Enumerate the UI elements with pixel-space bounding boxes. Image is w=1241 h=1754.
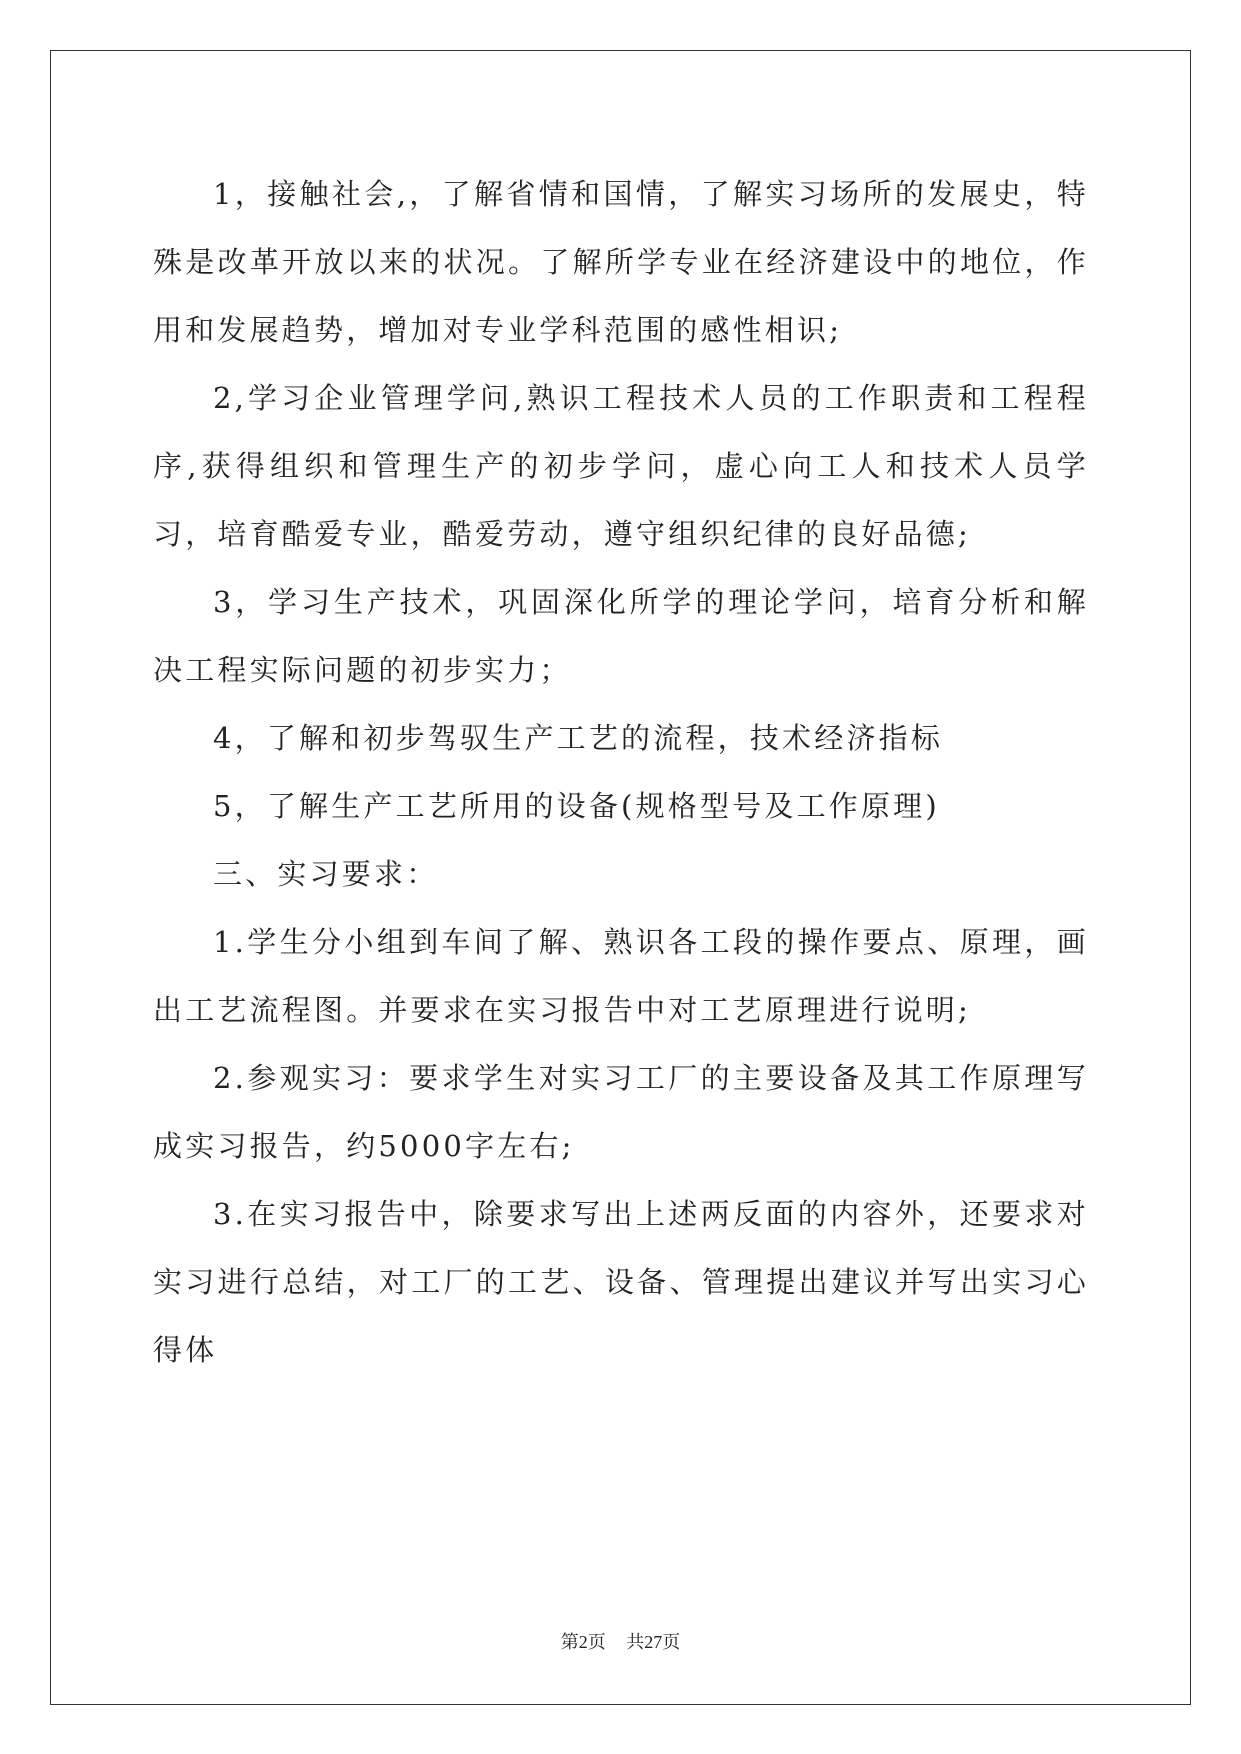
paragraph-6: 1.学生分小组到车间了解、熟识各工段的操作要点、原理，画出工艺流程图。并要求在实习报告中对工艺原理进行说明;: [153, 925, 1089, 1027]
paragraph-2: 2,学习企业管理学问,熟识工程技术人员的工作职责和工程程序,获得组织和管理生产的初步学问，虚心向工人和技术人员学习，培育酷爱专业，酷爱劳动，遵守组织纪律的良好品德;: [153, 381, 1089, 551]
paragraph-3: 3，学习生产技术，巩固深化所学的理论学问，培育分析和解决工程实际问题的初步实力；: [153, 585, 1089, 687]
paragraph-5: 5，了解生产工艺所用的设备(规格型号及工作原理): [213, 789, 940, 823]
page-number-current: 第2页: [560, 1632, 606, 1652]
paragraph-8: 3.在实习报告中，除要求写出上述两反面的内容外，还要求对实习进行总结，对工厂的工艺、设备、管理提出建议并写出实习心得体: [153, 1197, 1089, 1367]
paragraph-1: 1，接触社会,，了解省情和国情，了解实习场所的发展史，特殊是改革开放以来的状况。了解所学专业在经济建设中的地位，作用和发展趋势，增加对专业学科范围的感性相识;: [153, 177, 1089, 347]
page-number-total: 共27页: [626, 1632, 681, 1652]
paragraph-7: 2.参观实习：要求学生对实习工厂的主要设备及其工作原理写成实习报告，约5000字左右;: [153, 1061, 1089, 1163]
section-heading: 三、实习要求：: [213, 857, 439, 891]
document-body: [153, 160, 1089, 1384]
page-footer: [0, 1628, 1241, 1654]
paragraph-4: 4，了解和初步驾驭生产工艺的流程，技术经济指标: [213, 721, 944, 755]
